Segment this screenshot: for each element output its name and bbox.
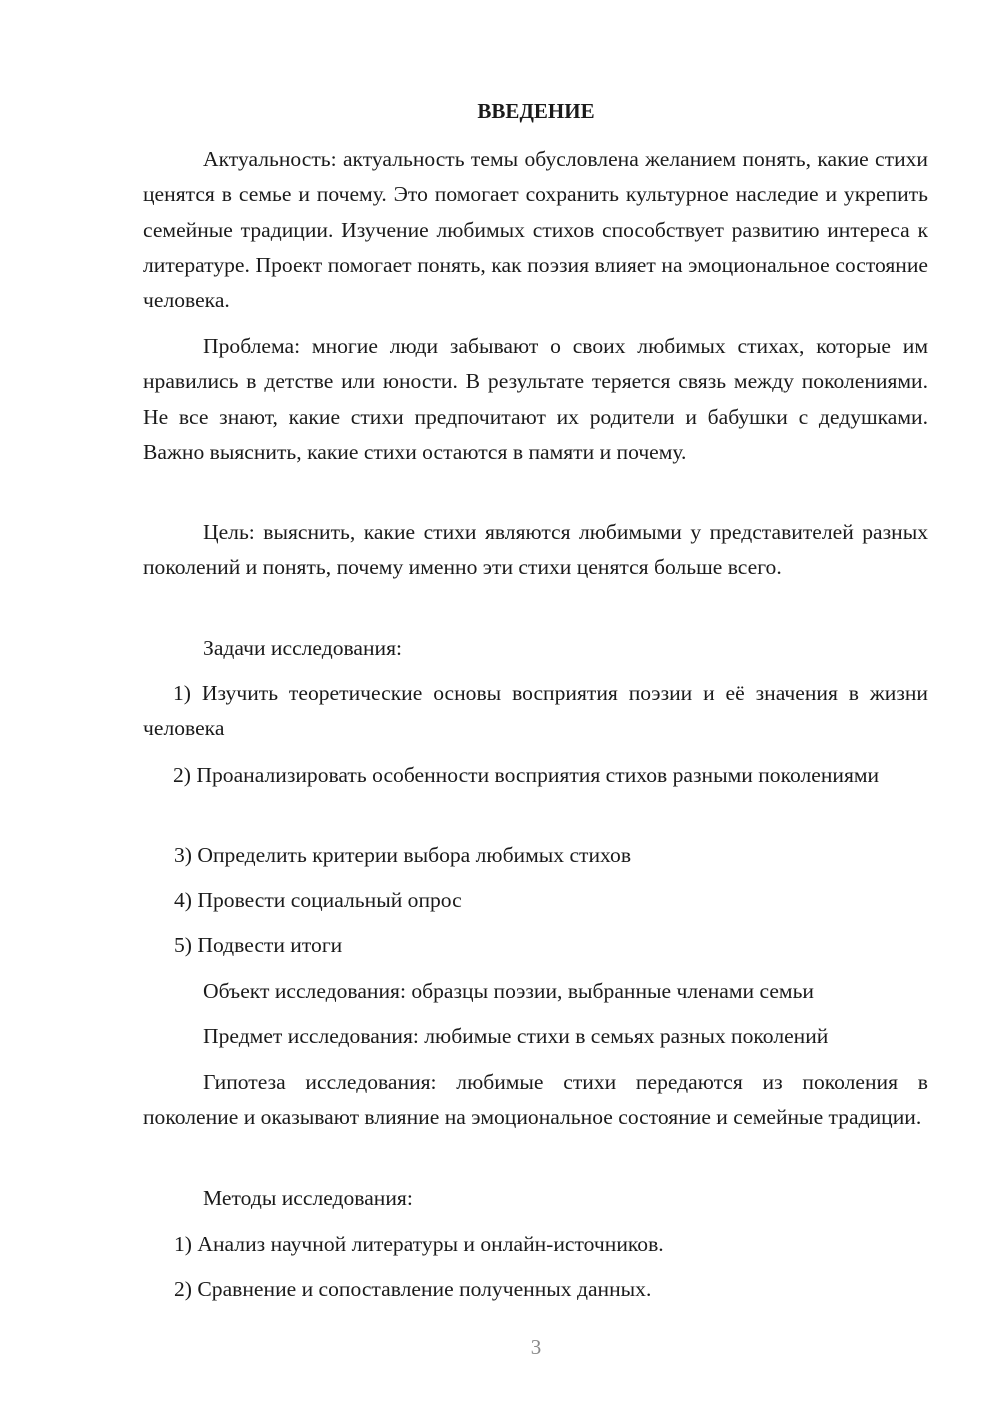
section-heading: ВВЕДЕНИЕ <box>477 99 595 123</box>
method-item-2: 2) Сравнение и сопоставление полученных данных. <box>174 1277 652 1301</box>
task-item-4: 4) Провести социальный опрос <box>174 888 462 912</box>
object-line: Объект исследования: образцы поэзии, выбранные членами семьи <box>203 979 814 1003</box>
problem-paragraph: Проблема: многие люди забывают о своих любимых стихах, которые им нравились в детстве или юности. В результате теряется связь между поколениями. Не все знают, какие стихи предпочитают их родители и бабушки с дедушками. Важно выяснить, какие стихи остаются в памяти и почему. <box>143 334 928 464</box>
task-item-3: 3) Определить критерии выбора любимых стихов <box>174 843 632 867</box>
hypothesis-paragraph: Гипотеза исследования: любимые стихи передаются из поколения в поколение и оказывают влияние на эмоциональное состояние и семейные традиции. <box>143 1070 928 1130</box>
methods-title: Методы исследования: <box>203 1186 413 1210</box>
task-item-5: 5) Подвести итоги <box>174 933 343 957</box>
tasks-title: Задачи исследования: <box>203 636 403 660</box>
page-number: 3 <box>530 1335 542 1359</box>
relevance-paragraph: Актуальность: актуальность темы обусловлена желанием понять, какие стихи ценятся в семье и почему. Это помогает сохранить культурное наследие и укрепить семейные традиции. Изучение любимых стихов способствует развитию интереса к литературе. Проект помогает понять, как поэзия влияет на эмоциональное состояние человека. <box>143 147 928 313</box>
subject-line: Предмет исследования: любимые стихи в семьях разных поколений <box>203 1024 829 1048</box>
task-item-1: 1) Изучить теоретические основы восприятия поэзии и её значения в жизни человека <box>143 681 928 741</box>
goal-paragraph: Цель: выяснить, какие стихи являются любимыми у представителей разных поколений и понять, почему именно эти стихи ценятся больше всего. <box>143 520 928 580</box>
method-item-1: 1) Анализ научной литературы и онлайн-источников. <box>174 1232 664 1256</box>
task-item-2: 2) Проанализировать особенности восприятия стихов разными поколениями <box>173 763 880 787</box>
